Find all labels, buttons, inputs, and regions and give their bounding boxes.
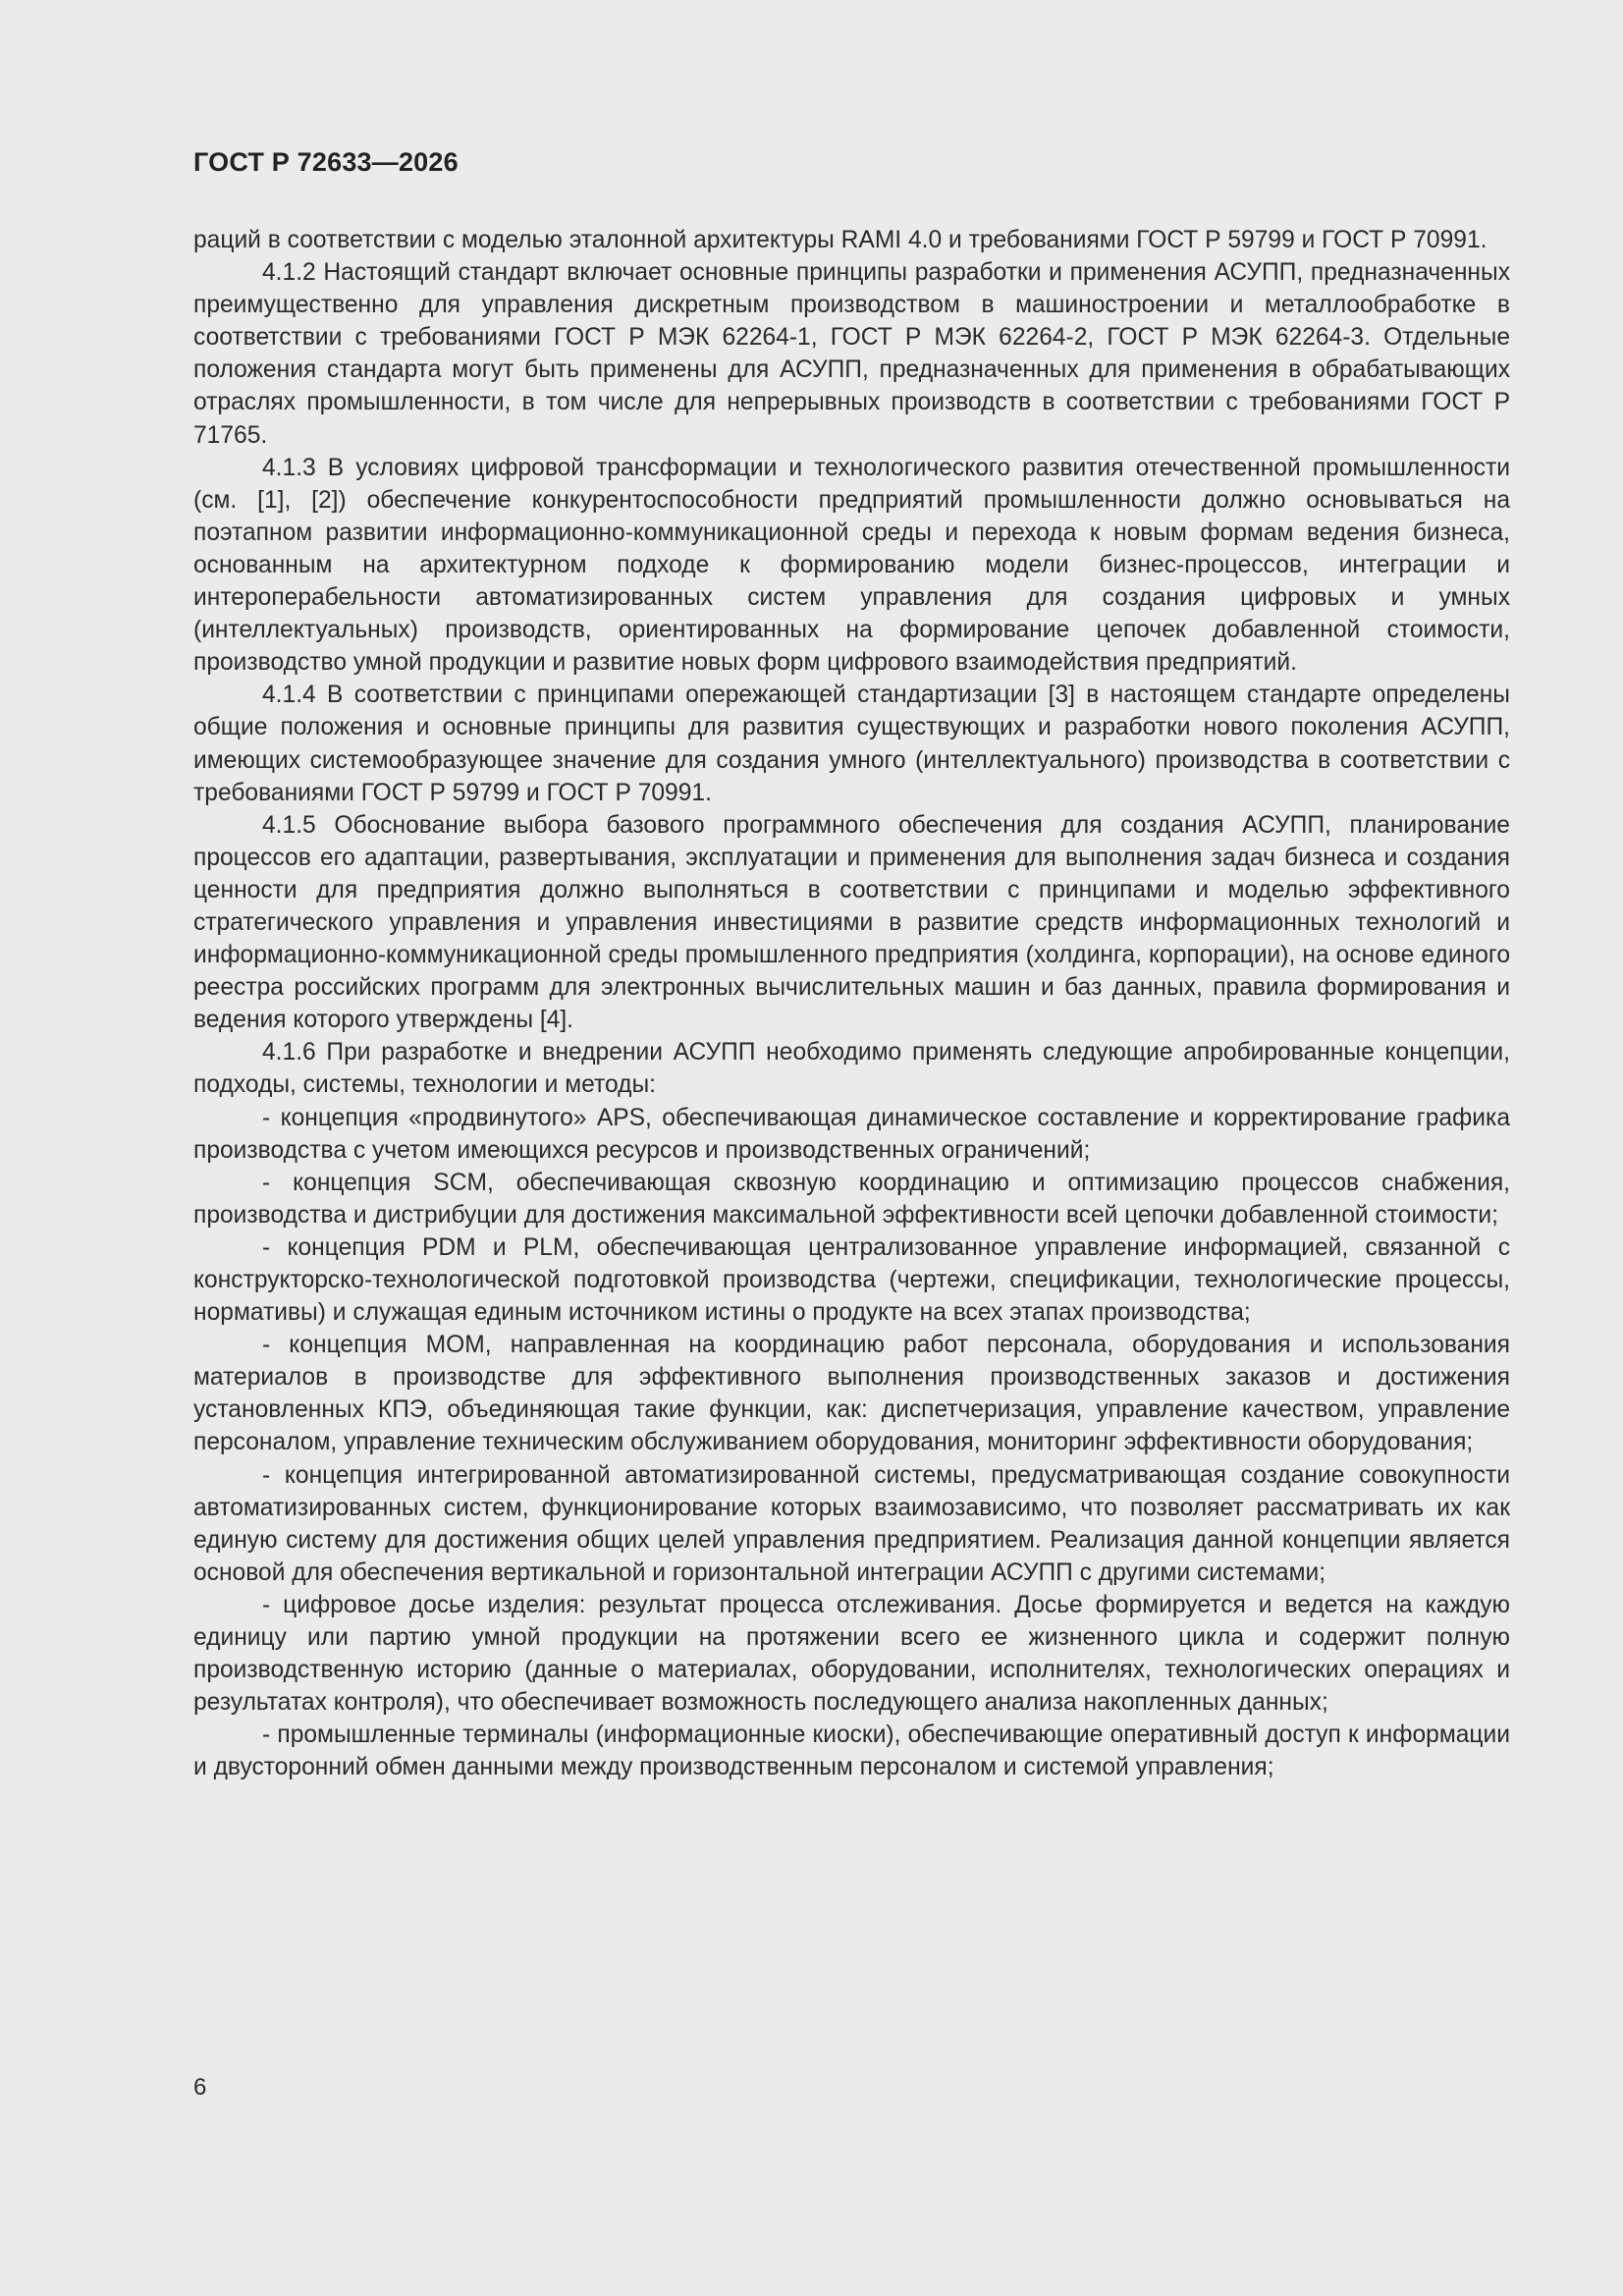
paragraph-4-1-6: 4.1.6 При разработке и внедрении АСУПП необходимо применять следующие апробированные концепции, подходы, системы, технологии и методы: [193,1039,1510,1099]
list-item-digital-dossier: - цифровое досье изделия: результат процесса отслеживания. Досье формируется и ведется на каждую единицу или партию умной продукции на протяжении всего ее жизненного цикла и содержит полную производственную историю (данные о материалах, оборудовании, исполнителях, технологических операциях и результатах контроля), что обеспечивает возможность последующего анализа накопленных данных; [193,1591,1510,1717]
document-header: ГОСТ Р 72633—2026 [193,147,459,177]
list-item-mom: - концепция МОМ, направленная на координацию работ персонала, оборудования и использования материалов в производстве для эффективного выполнения производственных заказов и достижения установленных КПЭ, объединяющая такие функции, как: диспетчеризация, управление качеством, управление персоналом, управление техническим обслуживанием оборудования, мониторинг эффективности оборудования; [193,1332,1510,1456]
list-item-aps: - концепция «продвинутого» APS, обеспечивающая динамическое составление и корректирование графика производства с учетом имеющихся ресурсов и производственных ограничений; [193,1104,1510,1164]
page-number: 6 [193,2074,207,2101]
paragraph-4-1-4: 4.1.4 В соответствии с принципами опережающей стандартизации [3] в настоящем стандарте определены общие положения и основные принципы для развития существующих и разработки нового поколения АСУПП, имеющих системообразующее значение для создания умного (интеллектуального) производства в соответствии с требованиями ГОСТ Р 59799 и ГОСТ Р 70991. [193,682,1510,806]
document-body [193,224,1510,1784]
paragraph-4-1-3: 4.1.3 В условиях цифровой трансформации и технологического развития отечественной промышленности (см. [1], [2]) обеспечение конкурентоспособности предприятий промышленности должно основываться на поэтапном развитии информационно-коммуникационной среды и перехода к новым формам ведения бизнеса, основанным на архитектурном подходе к формированию модели бизнес-процессов, интеграции и интероперабельности автоматизированных систем управления для создания цифровых и умных (интеллектуальных) производств, ориентированных на формирование цепочек добавленной стоимости, производство умной продукции и развитие новых форм цифрового взаимодействия предприятий. [193,454,1510,677]
paragraph-4-1-5: 4.1.5 Обоснование выбора базового программного обеспечения для создания АСУПП, планирование процессов его адаптации, развертывания, эксплуатации и применения для выполнения задач бизнеса и создания ценности для предприятия должно выполняться в соответствии с принципами и моделью эффективного стратегического управления и управления инвестициями в развитие средств информационных технологий и информационно-коммуникационной среды промышленного предприятия (холдинга, корпорации), на основе единого реестра российских программ для электронных вычислительных машин и баз данных, правила формирования и ведения которого утверждены [4]. [193,811,1510,1034]
paragraph-4-1-2: 4.1.2 Настоящий стандарт включает основные принципы разработки и применения АСУПП, предназначенных преимущественно для управления дискретным производством в машиностроении и металлообработке в соответствии с требованиями ГОСТ Р МЭК 62264-1, ГОСТ Р МЭК 62264-2, ГОСТ Р МЭК 62264-3. Отдельные положения стандарта могут быть применены для АСУПП, предназначенных для применения в обрабатывающих отраслях промышленности, в том числе для непрерывных производств в соответствии с требованиями ГОСТ Р 71765. [193,259,1510,449]
list-item-industrial-terminals: - промышленные терминалы (информационные киоски), обеспечивающие оперативный доступ к информации и двусторонний обмен данными между производственным персоналом и системой управления; [193,1722,1510,1781]
list-item-scm: - концепция SCM, обеспечивающая сквозную координацию и оптимизацию процессов снабжения, производства и дистрибуции для достижения максимальной эффективности всей цепочки добавленной стоимости; [193,1169,1510,1229]
paragraph-continuation: раций в соответствии с моделью эталонной архитектуры RAMI 4.0 и требованиями ГОСТ Р 59799 и ГОСТ Р 70991. [193,227,1488,253]
list-item-pdm-plm: - концепция PDM и PLM, обеспечивающая централизованное управление информацией, связанной с конструкторско-технологической подготовкой производства (чертежи, спецификации, технологические процессы, нормативы) и служащая единым источником истины о продукте на всех этапах производства; [193,1233,1510,1327]
list-item-integrated-system: - концепция интегрированной автоматизированной системы, предусматривающая создание совокупности автоматизированных систем, функционирование которых взаимозависимо, что позволяет рассматривать их как единую систему для достижения общих целей управления предприятием. Реализация данной концепции является основой для обеспечения вертикальной и горизонтальной интеграции АСУПП с другими системами; [193,1461,1510,1586]
